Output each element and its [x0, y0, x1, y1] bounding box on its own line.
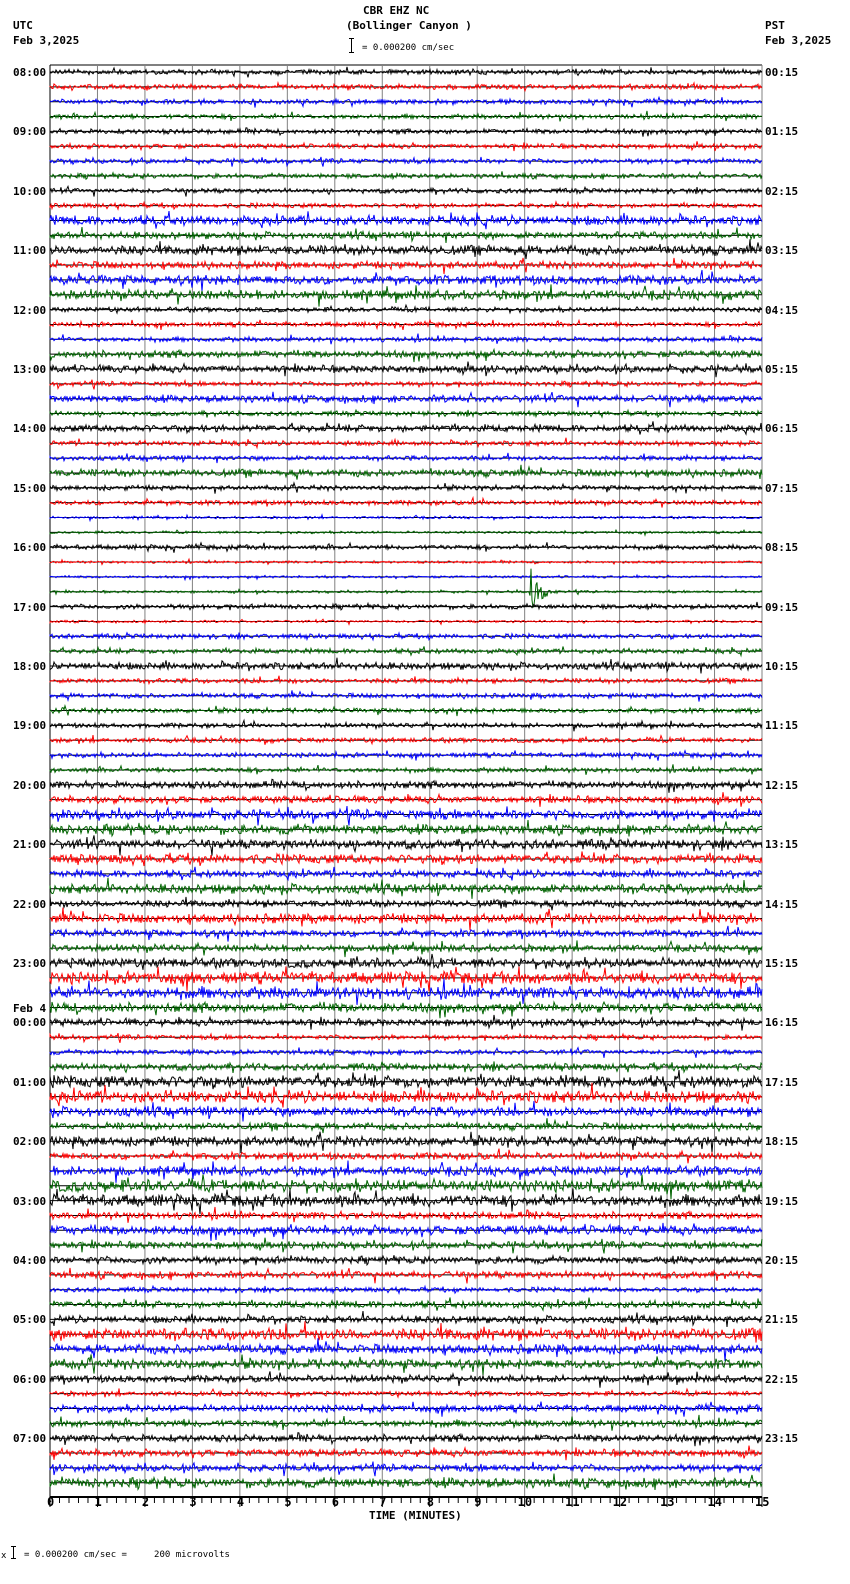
- x-tick-label: 15: [755, 1495, 770, 1509]
- trace-37: [50, 619, 762, 624]
- utc-hour-label: 10:00: [13, 184, 47, 198]
- utc-hour-label: 17:00: [13, 600, 47, 614]
- trace-71: [50, 1118, 762, 1133]
- utc-hour-label: 09:00: [13, 125, 47, 139]
- utc-hour-label: 08:00: [13, 66, 47, 79]
- footer-scale-bar-icon: [13, 1546, 18, 1559]
- trace-67: [50, 1061, 762, 1073]
- utc-hour-label: 01:00: [13, 1075, 47, 1089]
- trace-62: [50, 979, 762, 1005]
- pst-hour-label: 12:15: [765, 778, 799, 792]
- trace-8: [50, 186, 762, 196]
- left-date: Feb 3,2025: [13, 34, 80, 47]
- trace-13: [50, 258, 762, 274]
- trace-65: [50, 1033, 762, 1043]
- pst-hour-label: 16:15: [765, 1016, 799, 1030]
- trace-14: [50, 270, 762, 291]
- trace-4: [50, 128, 762, 137]
- trace-2: [50, 97, 762, 107]
- trace-68: [50, 1070, 762, 1092]
- trace-45: [50, 735, 762, 745]
- x-tick-label: 1: [94, 1495, 102, 1509]
- trace-27: [50, 465, 762, 480]
- trace-21: [50, 380, 762, 390]
- pst-hour-label: 10:15: [765, 660, 799, 673]
- pst-hour-label: 02:15: [765, 184, 799, 198]
- trace-25: [50, 438, 762, 448]
- utc-hour-label: 07:00: [13, 1432, 47, 1446]
- x-tick-label: 4: [236, 1495, 245, 1509]
- pst-hour-label: 09:15: [765, 600, 799, 614]
- trace-47: [50, 764, 762, 775]
- pst-hour-label: 03:15: [765, 244, 799, 258]
- x-tick-label: 6: [331, 1495, 340, 1509]
- x-tick-label: 2: [141, 1495, 150, 1509]
- utc-hour-label: 16:00: [13, 541, 47, 555]
- trace-12: [50, 239, 762, 259]
- utc-hour-label: 04:00: [13, 1254, 47, 1267]
- footer-scale-text: = 0.000200 cm/sec = 200 microvolts: [24, 1550, 230, 1560]
- trace-56: [50, 896, 762, 911]
- trace-6: [50, 157, 762, 167]
- utc-hour-label: 13:00: [13, 363, 47, 376]
- trace-85: [50, 1321, 762, 1342]
- x-axis-title: TIME (MINUTES): [369, 1509, 462, 1522]
- utc-hour-label: 21:00: [13, 838, 47, 852]
- utc-hour-label: 19:00: [13, 719, 47, 733]
- utc-hour-label: 12:00: [13, 303, 47, 317]
- trace-76: [50, 1188, 762, 1214]
- trace-69: [50, 1083, 762, 1108]
- scale-text: = 0.000200 cm/sec: [362, 43, 455, 53]
- station-title: CBR EHZ NC: [363, 4, 430, 17]
- x-tick-label: 10: [517, 1495, 533, 1509]
- trace-88: [50, 1371, 762, 1387]
- date-change-label: Feb 4: [13, 1002, 47, 1015]
- trace-34: [50, 575, 762, 580]
- utc-hour-label: 22:00: [13, 897, 47, 911]
- pst-hour-label: 05:15: [765, 363, 799, 376]
- trace-87: [50, 1354, 762, 1375]
- utc-hour-label: 02:00: [13, 1135, 47, 1149]
- trace-60: [50, 954, 762, 970]
- utc-hour-label: 14:00: [13, 422, 47, 436]
- trace-90: [50, 1402, 762, 1417]
- x-tick-label: 13: [660, 1495, 675, 1509]
- trace-95: [50, 1474, 762, 1490]
- left-timezone: UTC: [13, 19, 33, 32]
- trace-42: [50, 690, 762, 701]
- pst-hour-label: 08:15: [765, 541, 799, 555]
- footer-prefix: x: [1, 1551, 7, 1561]
- trace-19: [50, 350, 762, 363]
- station-location: (Bollinger Canyon ): [346, 19, 472, 32]
- utc-hour-label: 15:00: [13, 481, 47, 495]
- pst-hour-label: 00:15: [765, 66, 799, 79]
- pst-hour-label: 20:15: [765, 1254, 799, 1267]
- trace-48: [50, 779, 762, 793]
- trace-28: [50, 483, 762, 494]
- pst-hour-label: 11:15: [765, 719, 799, 733]
- trace-50: [50, 806, 762, 825]
- trace-36: [50, 602, 762, 610]
- trace-31: [50, 530, 762, 535]
- trace-94: [50, 1462, 762, 1477]
- trace-52: [50, 835, 762, 855]
- trace-22: [50, 392, 762, 407]
- pst-hour-label: 17:15: [765, 1075, 799, 1089]
- utc-hour-label: 00:00: [13, 1016, 47, 1030]
- pst-hour-label: 13:15: [765, 838, 799, 852]
- trace-91: [50, 1415, 762, 1431]
- x-tick-label: 11: [565, 1495, 580, 1509]
- pst-hour-label: 06:15: [765, 422, 799, 436]
- trace-75: [50, 1175, 762, 1200]
- trace-92: [50, 1433, 762, 1447]
- trace-33: [50, 559, 762, 564]
- trace-41: [50, 676, 762, 685]
- x-tick-label: 5: [284, 1495, 292, 1509]
- trace-59: [50, 940, 762, 957]
- pst-hour-label: 14:15: [765, 897, 799, 911]
- pst-hour-label: 21:15: [765, 1313, 799, 1327]
- pst-hour-label: 07:15: [765, 481, 799, 495]
- pst-hour-label: 23:15: [765, 1432, 799, 1446]
- trace-16: [50, 305, 762, 313]
- trace-74: [50, 1161, 762, 1183]
- pst-hour-label: 15:15: [765, 957, 799, 970]
- right-date: Feb 3,2025: [765, 34, 832, 47]
- utc-hour-label: 05:00: [13, 1313, 47, 1327]
- pst-hour-label: 04:15: [765, 303, 799, 317]
- trace-78: [50, 1223, 762, 1241]
- pst-hour-label: 19:15: [765, 1194, 799, 1208]
- trace-81: [50, 1268, 762, 1284]
- x-tick-label: 0: [47, 1495, 55, 1509]
- x-tick-label: 14: [707, 1495, 722, 1509]
- utc-hour-label: 06:00: [13, 1372, 47, 1386]
- trace-51: [50, 820, 762, 836]
- trace-63: [50, 1002, 762, 1019]
- utc-hour-label: 18:00: [13, 660, 47, 673]
- utc-hour-label: 11:00: [13, 244, 47, 258]
- utc-hour-label: 20:00: [13, 778, 47, 792]
- trace-72: [50, 1132, 762, 1153]
- trace-35: [50, 569, 762, 608]
- x-tick-label: 3: [189, 1495, 197, 1509]
- x-tick-label: 8: [426, 1495, 434, 1509]
- trace-77: [50, 1207, 762, 1223]
- trace-66: [50, 1048, 762, 1058]
- utc-hour-label: 23:00: [13, 957, 47, 970]
- x-tick-label: 12: [612, 1495, 628, 1509]
- utc-hour-label: 03:00: [13, 1194, 47, 1208]
- x-tick-label: 7: [379, 1495, 387, 1509]
- pst-hour-label: 01:15: [765, 125, 799, 139]
- right-timezone: PST: [765, 19, 785, 32]
- trace-7: [50, 171, 762, 179]
- pst-hour-label: 18:15: [765, 1135, 799, 1149]
- trace-15: [50, 284, 762, 306]
- trace-29: [50, 498, 762, 508]
- pst-hour-label: 22:15: [765, 1372, 799, 1386]
- x-tick-label: 9: [474, 1495, 482, 1509]
